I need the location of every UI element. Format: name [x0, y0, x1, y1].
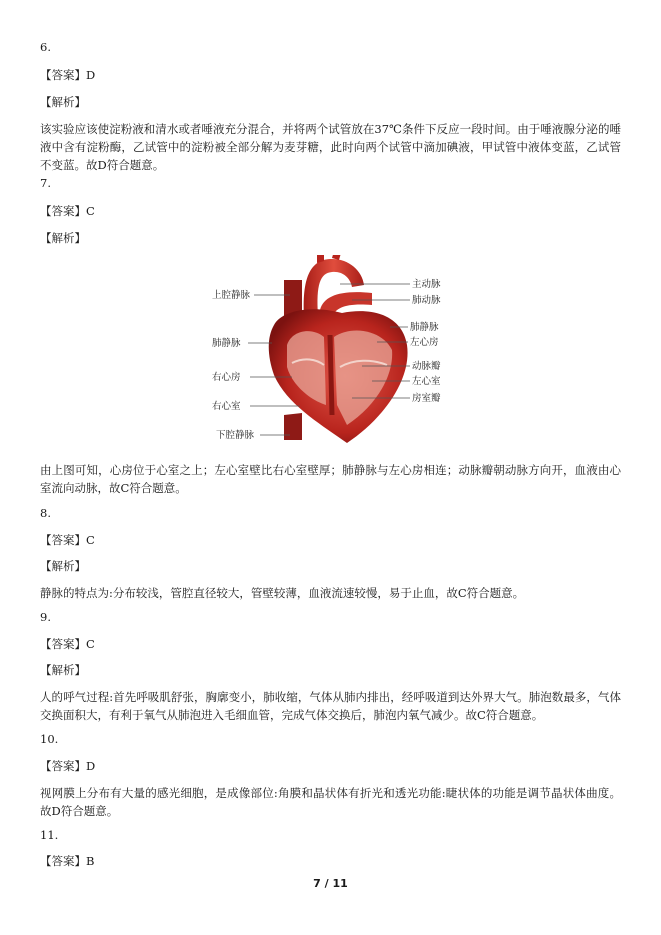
label-left-atrium: 左心房 [410, 337, 439, 348]
question-number: 8. [40, 506, 51, 520]
answer-line: 【答案】C [40, 533, 95, 547]
analysis-text: 人的呼气过程:首先呼吸肌舒张，胸廓变小，肺收缩，气体从肺内排出，经呼吸道到达外界大气。肺泡数最多，气体交换面积大，有利于氧气从肺泡进入毛细血管，完成气体交换后，肺泡内氧气减少。故C符合题意。 [40, 690, 621, 722]
label-superior-vena-cava: 上腔静脉 [212, 290, 251, 301]
label-arterial-valve: 动脉瓣 [412, 361, 441, 372]
answer-line: 【答案】D [40, 759, 96, 773]
analysis-label: 【解析】 [40, 95, 86, 109]
heart-diagram [212, 255, 458, 449]
label-left-ventricle: 左心室 [412, 376, 441, 387]
label-pulmonary-vein-left: 肺静脉 [212, 338, 241, 349]
question-number: 9. [40, 610, 51, 624]
analysis-label: 【解析】 [40, 231, 86, 245]
analysis-label: 【解析】 [40, 559, 86, 573]
analysis-text: 该实验应该使淀粉液和清水或者唾液充分混合，并将两个试管放在37℃条件下反应一段时间。由于唾液腺分泌的唾液中含有淀粉酶，乙试管中的淀粉被全部分解为麦芽糖，此时向两个试管中滴加碘液，甲试管中液体变蓝，乙试管不变蓝。故D符合题意。 [40, 122, 621, 172]
label-aorta: 主动脉 [412, 279, 441, 290]
label-inferior-vena-cava: 下腔静脉 [216, 430, 255, 441]
analysis-label: 【解析】 [40, 663, 86, 677]
label-right-atrium: 右心房 [212, 372, 241, 383]
answer-line: 【答案】C [40, 204, 95, 218]
label-pulmonary-vein-right: 肺静脉 [410, 322, 439, 333]
inferior-vena-cava-shape [284, 413, 302, 440]
label-atrioventricular-valve: 房室瓣 [412, 393, 441, 404]
question-number: 10. [40, 732, 59, 746]
analysis-text: 由上图可知，心房位于心室之上；左心室壁比右心室壁厚；肺静脉与左心房相连；动脉瓣朝动脉方向开，血液由心室流向动脉，故C符合题意。 [40, 463, 621, 495]
label-right-ventricle: 右心室 [212, 401, 241, 412]
answer-line: 【答案】C [40, 637, 95, 651]
question-number: 6. [40, 40, 51, 54]
label-pulmonary-artery: 肺动脉 [412, 295, 441, 306]
analysis-text: 静脉的特点为:分布较浅，管腔直径较大，管壁较薄，血液流速较慢，易于止血，故C符合题意。 [40, 586, 525, 600]
analysis-text: 视网膜上分布有大量的感光细胞，是成像部位:角膜和晶状体有折光和透光功能:睫状体的功能是调节晶状体曲度。故D符合题意。 [40, 786, 621, 818]
answer-line: 【答案】D [40, 68, 96, 82]
answer-line: 【答案】B [40, 854, 95, 868]
question-number: 11. [40, 828, 59, 842]
question-number: 7. [40, 176, 51, 190]
page-number: 7 / 11 [313, 877, 348, 890]
